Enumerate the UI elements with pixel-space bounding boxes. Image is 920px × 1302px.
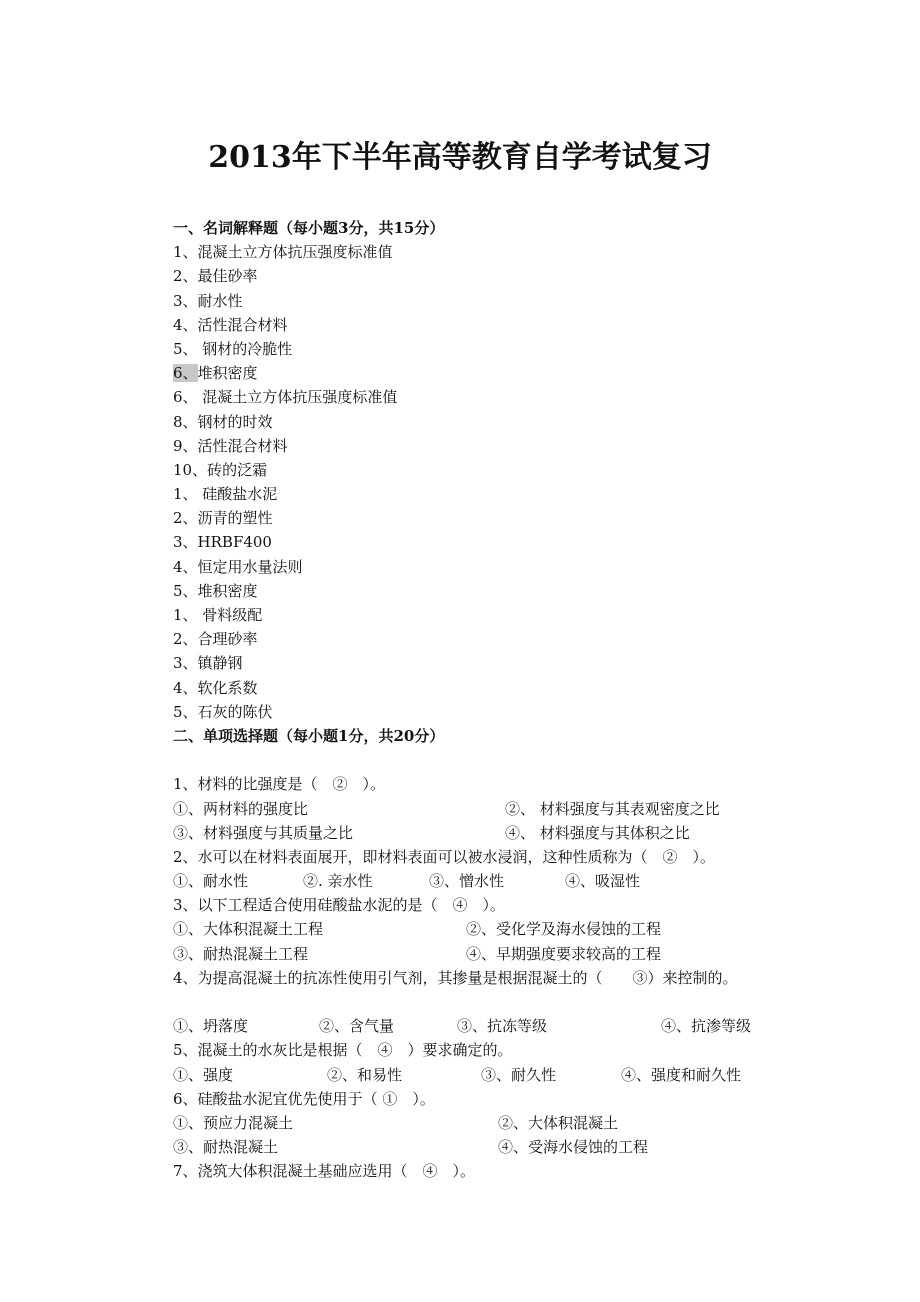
document-title: 2013年下半年高等教育自学考试复习 — [208, 140, 712, 175]
document-body — [173, 216, 853, 1184]
option-2: ②. 亲水性 — [303, 872, 373, 891]
option-3: ③、耐久性 — [481, 1065, 557, 1084]
term-item: 2、最佳砂率 — [173, 267, 258, 286]
option-1: ①、预应力混凝土 — [173, 1113, 294, 1132]
term-item: 8、钢材的时效 — [173, 412, 273, 431]
term-item: 3、耐水性 — [173, 291, 243, 310]
question-options-row — [173, 1063, 853, 1087]
question-stem: 6、硅酸盐水泥宜优先使用于（ ① ）。 — [173, 1089, 435, 1108]
option-1: ①、强度 — [173, 1065, 234, 1084]
option-4: ④、强度和耐久性 — [621, 1065, 742, 1084]
blank-line — [173, 748, 853, 772]
term-item: 5、堆积密度 — [173, 581, 258, 600]
term-item-highlighted — [173, 361, 853, 385]
option-3: ③、抗冻等级 — [457, 1017, 548, 1036]
question-options-row — [173, 797, 853, 821]
question-options-row — [173, 821, 853, 845]
option-3: ③、材料强度与其质量之比 — [173, 823, 354, 842]
section-1-heading: 一、名词解释题（每小题3分，共15分） — [173, 219, 445, 237]
option-4: ④、受海水侵蚀的工程 — [498, 1138, 649, 1157]
highlighted-number: 6、 — [173, 364, 198, 383]
question-options-row — [173, 942, 853, 966]
question-options-row — [173, 1135, 853, 1159]
term-item: 1、混凝土立方体抗压强度标准值 — [173, 243, 393, 262]
option-3: ③、耐热混凝土 — [173, 1138, 279, 1157]
term-item: 6、 混凝土立方体抗压强度标准值 — [173, 388, 398, 407]
question-options-row — [173, 1014, 853, 1038]
question-stem: 4、为提高混凝土的抗冻性使用引气剂，其掺量是根据混凝土的（ ③）来控制的。 — [173, 968, 738, 987]
term-item: 9、活性混合材料 — [173, 436, 288, 455]
term-item: 4、恒定用水量法则 — [173, 557, 303, 576]
question-options-row — [173, 917, 853, 941]
option-4: ④、早期强度要求较高的工程 — [466, 944, 662, 963]
option-4: ④、 材料强度与其体积之比 — [505, 823, 690, 842]
term-item: 2、合理砂率 — [173, 630, 258, 649]
question-options-row — [173, 869, 853, 893]
term-item: 1、 硅酸盐水泥 — [173, 485, 278, 504]
section-2-heading: 二、单项选择题（每小题1分，共20分） — [173, 726, 445, 745]
question-stem: 1、材料的比强度是（ ② ）。 — [173, 775, 386, 794]
option-1: ①、耐水性 — [173, 872, 249, 891]
option-1: ①、两材料的强度比 — [173, 799, 309, 818]
option-4: ④、吸湿性 — [565, 872, 641, 891]
question-stem: 2、水可以在材料表面展开，即材料表面可以被水浸润，这种性质称为（ ② ）。 — [173, 847, 716, 866]
question-options-row — [173, 1111, 853, 1135]
option-3: ③、耐热混凝土工程 — [173, 944, 309, 963]
blank-line — [173, 990, 853, 1014]
term-item: 4、活性混合材料 — [173, 315, 288, 334]
term-item-text: 堆积密度 — [197, 364, 258, 383]
option-2: ②、和易性 — [327, 1065, 403, 1084]
option-1: ①、大体积混凝土工程 — [173, 920, 324, 939]
option-3: ③、憎水性 — [429, 872, 505, 891]
term-item: 1、 骨料级配 — [173, 606, 263, 624]
term-item: 5、 钢材的冷脆性 — [173, 339, 293, 358]
option-2: ②、大体积混凝土 — [498, 1113, 619, 1132]
term-item: 5、石灰的陈伏 — [173, 702, 273, 721]
term-item: 3、镇静钢 — [173, 654, 243, 673]
term-item: 3、HRBF400 — [173, 533, 272, 552]
question-stem: 7、浇筑大体积混凝土基础应选用（ ④ ）。 — [173, 1162, 476, 1181]
question-stem: 3、以下工程适合使用硅酸盐水泥的是（ ④ ）。 — [173, 896, 506, 915]
term-item: 2、沥青的塑性 — [173, 509, 273, 528]
question-stem: 5、混凝土的水灰比是根据（ ④ ）要求确定的。 — [173, 1041, 513, 1060]
term-item: 10、砖的泛霜 — [173, 460, 268, 479]
option-2: ②、含气量 — [319, 1017, 395, 1036]
term-item: 4、软化系数 — [173, 678, 258, 697]
option-1: ①、坍落度 — [173, 1017, 249, 1036]
option-2: ②、受化学及海水侵蚀的工程 — [466, 920, 662, 939]
option-4: ④、抗渗等级 — [661, 1017, 752, 1036]
option-2: ②、 材料强度与其表观密度之比 — [505, 799, 720, 818]
